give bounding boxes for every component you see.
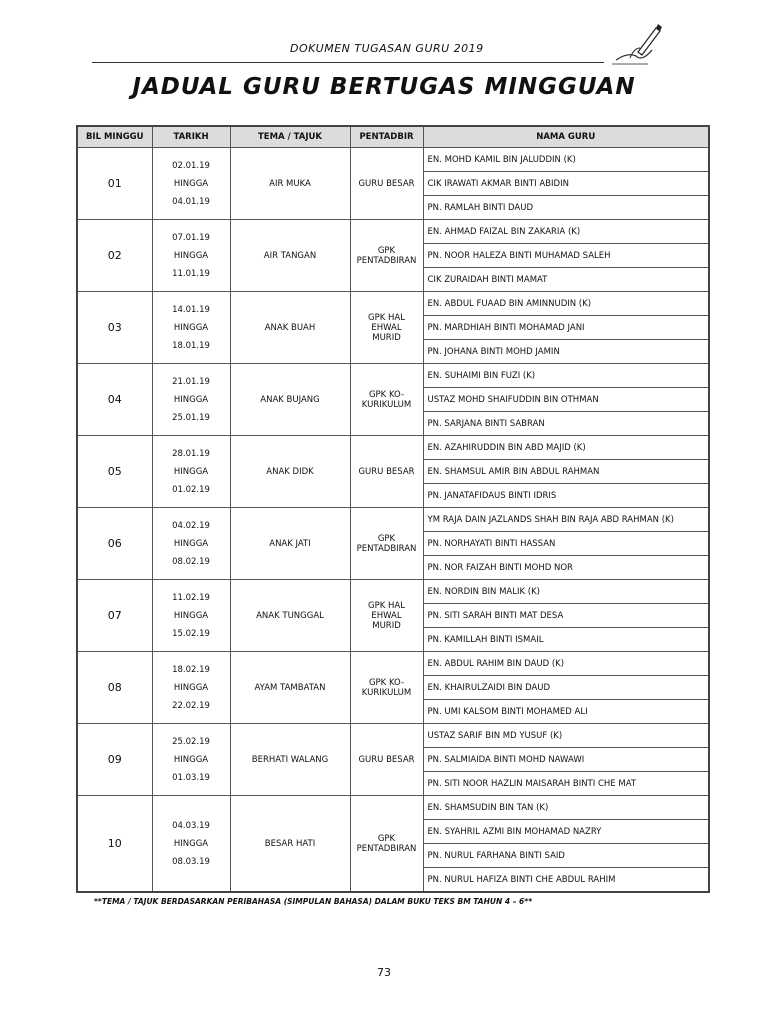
teacher-name-cell: EN. SUHAIMI BIN FUZI (K) (423, 364, 709, 388)
pen-writing-logo-icon (608, 22, 678, 68)
teacher-name-cell: PN. NURUL FARHANA BINTI SAID (423, 844, 709, 868)
date-separator: HINGGA (173, 538, 209, 549)
teacher-name-cell: PN. SARJANA BINTI SABRAN (423, 412, 709, 436)
date-from: 14.01.19 (172, 304, 210, 315)
table-row (77, 364, 709, 388)
table-row (77, 580, 709, 604)
date-from: 04.02.19 (172, 520, 210, 531)
table-header-row (77, 126, 709, 148)
table-body (77, 148, 709, 893)
date-from: 21.01.19 (172, 376, 210, 387)
theme-cell: ANAK TUNGGAL (230, 580, 350, 652)
teacher-name-cell: YM RAJA DAIN JAZLANDS SHAH BIN RAJA ABD RAHMAN (K) (423, 508, 709, 532)
theme-cell: ANAK BUJANG (230, 364, 350, 436)
date-to: 25.01.19 (172, 412, 210, 423)
week-number-cell: 07 (77, 580, 152, 652)
week-number-cell: 08 (77, 652, 152, 724)
date-from: 11.02.19 (172, 592, 210, 603)
date-to: 04.01.19 (172, 196, 210, 207)
date-to: 08.02.19 (172, 556, 210, 567)
date-separator: HINGGA (173, 838, 209, 849)
date-from: 04.03.19 (172, 820, 210, 831)
week-number-cell: 10 (77, 796, 152, 893)
date-to: 11.01.19 (172, 268, 210, 279)
administrator-cell: GPK HAL EHWAL MURID (350, 292, 423, 364)
teacher-name-cell: USTAZ MOHD SHAIFUDDIN BIN OTHMAN (423, 388, 709, 412)
teacher-name-cell: CIK ZURAIDAH BINTI MAMAT (423, 268, 709, 292)
teacher-name-cell: EN. SYAHRIL AZMI BIN MOHAMAD NAZRY (423, 820, 709, 844)
footnote: **TEMA / TAJUK BERDASARKAN PERIBAHASA (SIMPULAN BAHASA) DALAM BUKU TEKS BM TAHUN 4 – 6** (94, 897, 533, 906)
date-to: 15.02.19 (172, 628, 210, 639)
teacher-name-cell: PN. NORHAYATI BINTI HASSAN (423, 532, 709, 556)
administrator-cell: GPK KO-KURIKULUM (350, 652, 423, 724)
header-doc-title: DOKUMEN TUGASAN GURU 2019 (290, 42, 484, 55)
teacher-name-cell: PN. NURUL HAFIZA BINTI CHE ABDUL RAHIM (423, 868, 709, 893)
date-to: 22.02.19 (172, 700, 210, 711)
column-header: TARIKH (152, 126, 230, 148)
date-from: 18.02.19 (172, 664, 210, 675)
teacher-name-cell: PN. SITI SARAH BINTI MAT DESA (423, 604, 709, 628)
teacher-name-cell: USTAZ SARIF BIN MD YUSUF (K) (423, 724, 709, 748)
theme-cell: ANAK DIDK (230, 436, 350, 508)
teacher-name-cell: PN. JANATAFIDAUS BINTI IDRIS (423, 484, 709, 508)
theme-cell: AIR TANGAN (230, 220, 350, 292)
date-separator: HINGGA (173, 250, 209, 261)
date-separator: HINGGA (173, 466, 209, 477)
table-row (77, 292, 709, 316)
column-header: TEMA / TAJUK (230, 126, 350, 148)
administrator-cell: GPK HAL EHWAL MURID (350, 580, 423, 652)
duty-roster-table (76, 125, 710, 893)
date-range-cell (152, 292, 230, 364)
week-number-cell: 04 (77, 364, 152, 436)
teacher-name-cell: EN. SHAMSUL AMIR BIN ABDUL RAHMAN (423, 460, 709, 484)
teacher-name-cell: CIK IRAWATI AKMAR BINTI ABIDIN (423, 172, 709, 196)
week-number-cell: 02 (77, 220, 152, 292)
theme-cell: ANAK JATI (230, 508, 350, 580)
teacher-name-cell: PN. NOOR HALEZA BINTI MUHAMAD SALEH (423, 244, 709, 268)
table-row (77, 148, 709, 172)
date-range-cell (152, 508, 230, 580)
teacher-name-cell: PN. UMI KALSOM BINTI MOHAMED ALI (423, 700, 709, 724)
table-row (77, 508, 709, 532)
teacher-name-cell: EN. AZAHIRUDDIN BIN ABD MAJID (K) (423, 436, 709, 460)
date-separator: HINGGA (173, 754, 209, 765)
teacher-name-cell: PN. SITI NOOR HAZLIN MAISARAH BINTI CHE MAT (423, 772, 709, 796)
date-from: 25.02.19 (172, 736, 210, 747)
date-from: 02.01.19 (172, 160, 210, 171)
date-from: 07.01.19 (172, 232, 210, 243)
date-to: 18.01.19 (172, 340, 210, 351)
teacher-name-cell: PN. RAMLAH BINTI DAUD (423, 196, 709, 220)
week-number-cell: 01 (77, 148, 152, 220)
date-separator: HINGGA (173, 682, 209, 693)
page-number: 73 (377, 966, 391, 979)
administrator-cell: GURU BESAR (350, 148, 423, 220)
date-separator: HINGGA (173, 610, 209, 621)
date-range-cell (152, 220, 230, 292)
date-to: 01.02.19 (172, 484, 210, 495)
column-header: BIL MINGGU (77, 126, 152, 148)
teacher-name-cell: PN. MARDHIAH BINTI MOHAMAD JANI (423, 316, 709, 340)
column-header: NAMA GURU (423, 126, 709, 148)
teacher-name-cell: EN. MOHD KAMIL BIN JALUDDIN (K) (423, 148, 709, 172)
date-from: 28.01.19 (172, 448, 210, 459)
theme-cell: AYAM TAMBATAN (230, 652, 350, 724)
date-range-cell (152, 580, 230, 652)
teacher-name-cell: PN. SALMIAIDA BINTI MOHD NAWAWI (423, 748, 709, 772)
administrator-cell: GURU BESAR (350, 436, 423, 508)
teacher-name-cell: EN. SHAMSUDIN BIN TAN (K) (423, 796, 709, 820)
teacher-name-cell: PN. NOR FAIZAH BINTI MOHD NOR (423, 556, 709, 580)
column-header: PENTADBIR (350, 126, 423, 148)
week-number-cell: 03 (77, 292, 152, 364)
table-row (77, 796, 709, 820)
header-divider (92, 62, 604, 63)
teacher-name-cell: EN. NORDIN BIN MALIK (K) (423, 580, 709, 604)
date-range-cell (152, 148, 230, 220)
date-to: 08.03.19 (172, 856, 210, 867)
administrator-cell: GPK PENTADBIRAN (350, 796, 423, 893)
administrator-cell: GPK PENTADBIRAN (350, 508, 423, 580)
date-range-cell (152, 652, 230, 724)
date-range-cell (152, 436, 230, 508)
date-separator: HINGGA (173, 322, 209, 333)
administrator-cell: GURU BESAR (350, 724, 423, 796)
table-row (77, 652, 709, 676)
table-row (77, 220, 709, 244)
teacher-name-cell: EN. ABDUL RAHIM BIN DAUD (K) (423, 652, 709, 676)
theme-cell: BERHATI WALANG (230, 724, 350, 796)
teacher-name-cell: PN. JOHANA BINTI MOHD JAMIN (423, 340, 709, 364)
theme-cell: AIR MUKA (230, 148, 350, 220)
page-title: JADUAL GURU BERTUGAS MINGGUAN (132, 74, 636, 100)
date-range-cell (152, 364, 230, 436)
date-range-cell (152, 724, 230, 796)
teacher-name-cell: PN. KAMILLAH BINTI ISMAIL (423, 628, 709, 652)
teacher-name-cell: EN. KHAIRULZAIDI BIN DAUD (423, 676, 709, 700)
date-separator: HINGGA (173, 178, 209, 189)
theme-cell: ANAK BUAH (230, 292, 350, 364)
date-range-cell (152, 796, 230, 893)
table-row (77, 724, 709, 748)
theme-cell: BESAR HATI (230, 796, 350, 893)
administrator-cell: GPK KO-KURIKULUM (350, 364, 423, 436)
administrator-cell: GPK PENTADBIRAN (350, 220, 423, 292)
week-number-cell: 06 (77, 508, 152, 580)
teacher-name-cell: EN. AHMAD FAIZAL BIN ZAKARIA (K) (423, 220, 709, 244)
date-to: 01.03.19 (172, 772, 210, 783)
teacher-name-cell: EN. ABDUL FUAAD BIN AMINNUDIN (K) (423, 292, 709, 316)
date-separator: HINGGA (173, 394, 209, 405)
week-number-cell: 05 (77, 436, 152, 508)
table-row (77, 436, 709, 460)
week-number-cell: 09 (77, 724, 152, 796)
